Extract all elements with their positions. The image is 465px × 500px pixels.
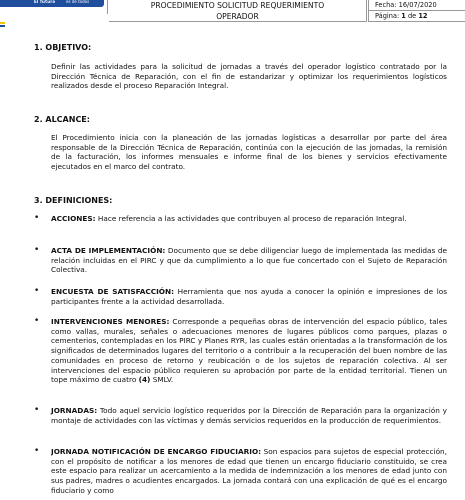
- document-meta: [368, 0, 465, 22]
- definition-term: INTERVENCIONES MENORES:: [51, 317, 170, 326]
- definition-term: ACTA DE IMPLEMENTACIÓN:: [51, 246, 166, 255]
- definition-text: Corresponde a pequeñas obras de intervención del espacio público, tales como vallas, murales, señales o adecuaciones menores de lugares públicos como parques, plazas o cementerios, contempladas en los PIRC y Planes RYR, las cuales están orientadas a la transformación de los significados de determinados lugares del territorio o a contribuir a la recuperación del buen nombre de las comunidades en proceso de retorno y reubicación o de los sujetos de reparación colectiva. Al ser intervenciones del espacio público requieren su aprobación por parte de la entidad territorial. Tienen un tope máximo de cuatro: [51, 317, 447, 385]
- definition-item: [51, 406, 447, 425]
- logo: [0, 0, 108, 14]
- flag-stripe-yellow: [0, 22, 5, 24]
- logo-text-secondary: es de todos: [66, 0, 90, 4]
- flag-stripe-blue: [0, 25, 5, 27]
- logo-text-primary: El futuro: [34, 0, 56, 4]
- bullet-icon: •: [34, 405, 40, 415]
- bullet-icon: •: [34, 446, 40, 456]
- definition-item: [51, 214, 447, 224]
- pagina-field: [368, 11, 465, 22]
- document-header: [0, 0, 465, 22]
- document-title-line1: PROCEDIMIENTO SOLICITUD REQUERIMIENTO: [150, 1, 325, 10]
- definition-item: [51, 246, 447, 275]
- definition-text: Son espacios para sujetos de especial protección, con el propósito de notificar a los menores de edad que tienen un encargo fiduciario constituido, se crea este espacio para realizar un acercamiento a la medida de indemnización a los menores de edad junto con sus padres, madres o acudientes encargados. La jornada contará con una explicación de qué es el encargo fiduciario y como: [51, 447, 447, 495]
- definition-text: Todo aquel servicio logístico requeridos por la Dirección de Reparación para la organización y montaje de actividades con las víctimas y demás servicios requeridos en la producción de requerimientos.: [51, 406, 447, 425]
- definition-term: JORNADA NOTIFICACIÓN DE ENCARGO FIDUCIARIO:: [51, 447, 262, 456]
- pagina-prefix: Página:: [375, 12, 402, 20]
- definition-term: JORNADAS:: [51, 406, 98, 415]
- definition-term: ACCIONES:: [51, 214, 96, 223]
- flag-mark: [0, 22, 5, 30]
- bullet-icon: •: [34, 245, 40, 255]
- smlv-number: (4): [138, 375, 151, 385]
- pagina-total: 12: [418, 12, 428, 20]
- smlv-unit: SMLV.: [150, 375, 174, 385]
- bullet-icon: •: [34, 316, 40, 326]
- definition-term: ENCUESTA DE SATISFACCIÓN:: [51, 287, 175, 296]
- pagina-de: de: [405, 12, 419, 20]
- document-title-line2: OPERADOR: [216, 11, 259, 21]
- pagina-number: 1: [401, 12, 406, 20]
- definition-text: Herramienta que nos ayuda a conocer la opinión e impresiones de los participantes frente a la actividad desarrollada.: [51, 287, 448, 306]
- definition-item: [51, 287, 447, 306]
- document-title: [109, 0, 367, 22]
- section-heading-objetivo: 1. OBJETIVO:: [34, 43, 92, 52]
- section-heading-alcance: 2. ALCANCE:: [34, 115, 90, 124]
- definition-item: [51, 317, 447, 385]
- fecha-field: Fecha: 16/07/2020: [368, 0, 465, 11]
- definition-text: Hace referencia a las actividades que contribuyen al proceso de reparación Integral.: [95, 214, 407, 223]
- definition-item: [51, 447, 447, 500]
- bullet-icon: •: [34, 213, 40, 223]
- section-text-alcance: El Procedimiento inicia con la planeación de las jornadas logísticas a desarrollar por parte del área responsable de la Dirección Técnica de Reparación, continúa con la ejecución de las jornadas, la remisión de la facturación, los informes mensuales e informe final de los bienes y servicios efectivamente ejecutados en el marco del contrato.: [51, 133, 447, 172]
- definition-text: Documento que se debe diligenciar luego de implementada las medidas de relación incluidas en el PIRC y que da cumplimiento a lo que fue concertado con el Sujeto de Reparación Colectiva.: [51, 246, 447, 275]
- section-text-objetivo: Definir las actividades para la solicitud de jornadas a través del operador logístico contratado por la Dirección Técnica de Reparación, con el fin de estandarizar y optimizar los requerimientos logísticos realizados desde el proceso Reparación Integral.: [51, 62, 447, 91]
- bullet-icon: •: [34, 286, 40, 296]
- section-heading-definiciones: 3. DEFINICIONES:: [34, 196, 113, 205]
